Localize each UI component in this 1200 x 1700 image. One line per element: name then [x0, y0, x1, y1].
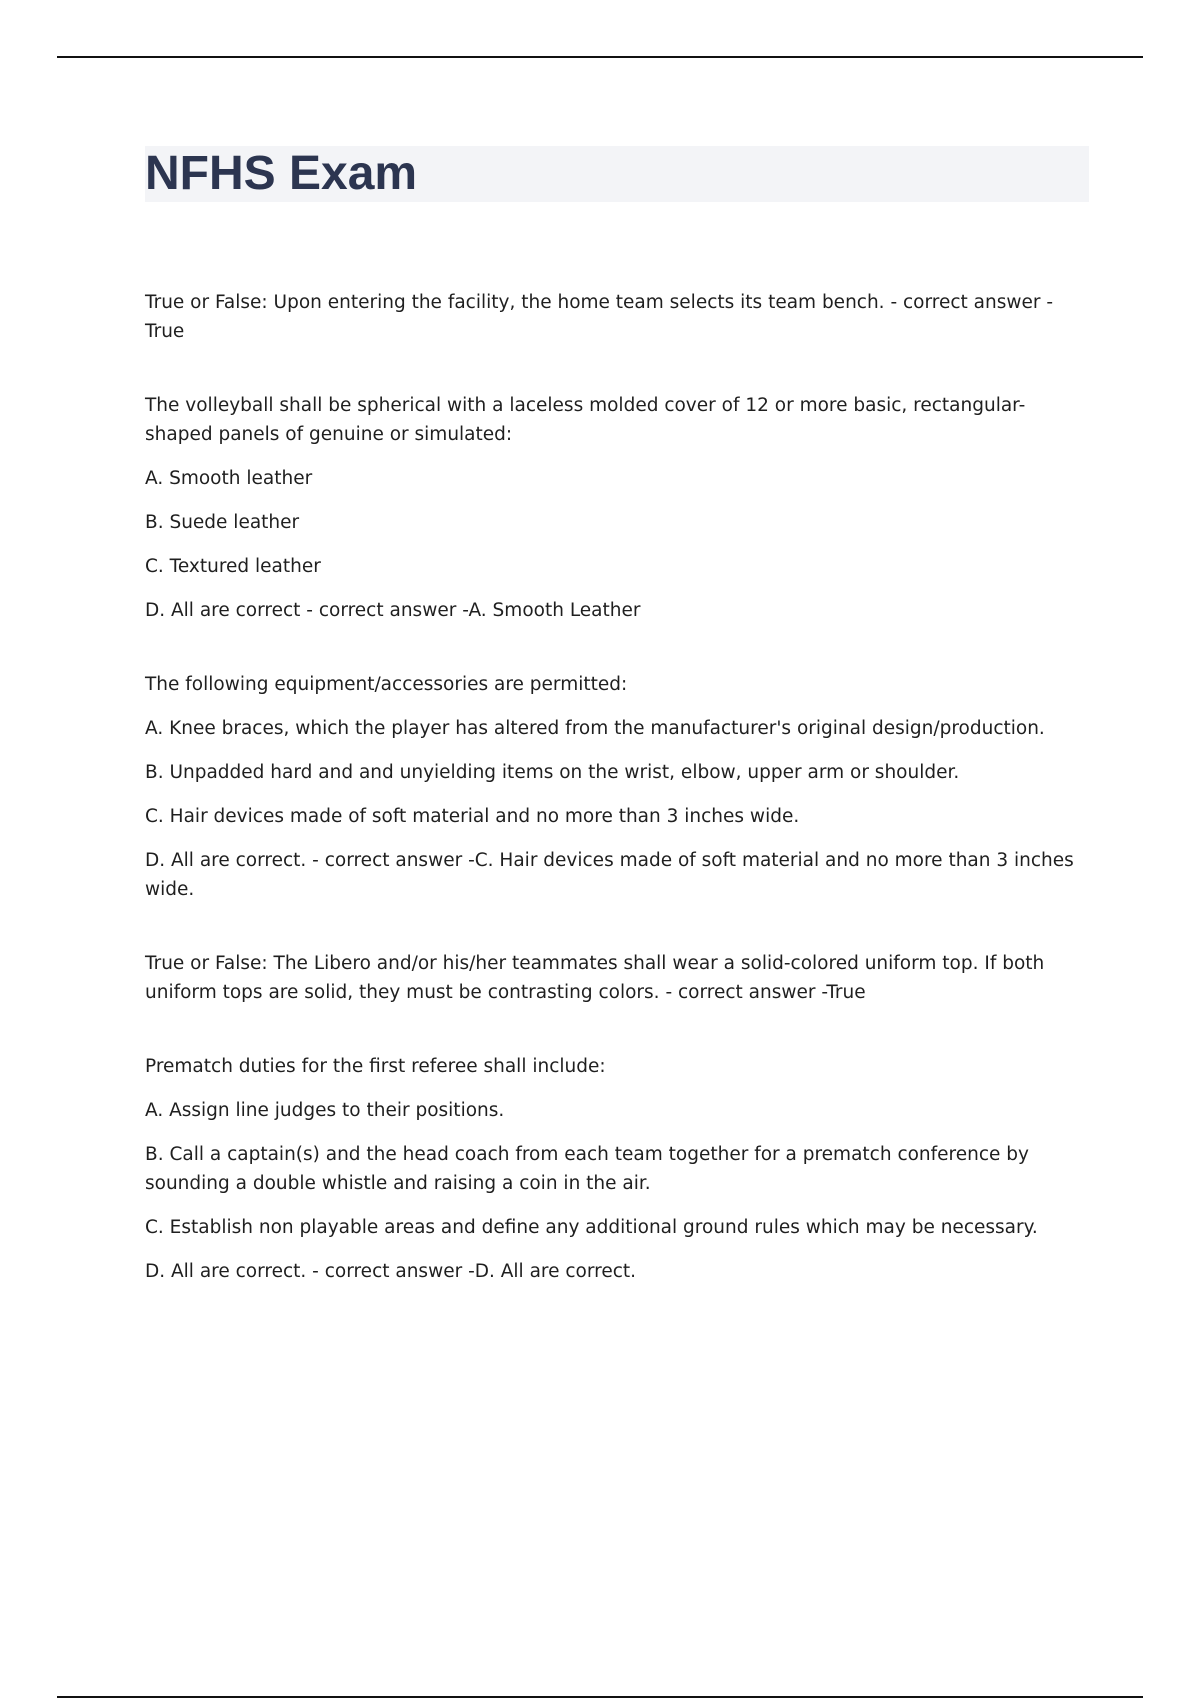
bottom-divider: [57, 1696, 1143, 1698]
answer-option: C. Textured leather: [145, 556, 321, 577]
answer-option: D. All are correct - correct answer -A. Smooth Leather: [145, 600, 641, 621]
question-text: True or False: Upon entering the facility, the home team selects its team bench. - correct answer -True: [145, 292, 1054, 342]
page-title: NFHS Exam: [145, 147, 418, 200]
document-body: [145, 288, 1090, 1331]
question-block: [145, 670, 1090, 904]
answer-option: B. Unpadded hard and and unyielding items on the wrist, elbow, upper arm or shoulder.: [145, 762, 960, 783]
question-block: [145, 1052, 1090, 1286]
answer-option: A. Smooth leather: [145, 468, 313, 489]
question-block: [145, 391, 1090, 625]
answer-option: D. All are correct. - correct answer -C. Hair devices made of soft material and no more than 3 inches wide.: [145, 850, 1074, 900]
answer-option: B. Call a captain(s) and the head coach from each team together for a prematch conference by sounding a double whistle and raising a coin in the air.: [145, 1144, 1029, 1194]
question-text: Prematch duties for the first referee shall include:: [145, 1056, 606, 1077]
answer-option: D. All are correct. - correct answer -D. All are correct.: [145, 1261, 637, 1282]
answer-option: B. Suede leather: [145, 512, 300, 533]
answer-option: A. Assign line judges to their positions.: [145, 1100, 505, 1121]
question-block: [145, 288, 1090, 346]
answer-option: C. Establish non playable areas and define any additional ground rules which may be necessary.: [145, 1217, 1038, 1238]
question-text: The following equipment/accessories are permitted:: [145, 674, 628, 695]
answer-option: C. Hair devices made of soft material and no more than 3 inches wide.: [145, 806, 800, 827]
question-text: True or False: The Libero and/or his/her teammates shall wear a solid-colored uniform top. If both uniform tops are solid, they must be contrasting colors. - correct answer -True: [145, 953, 1045, 1003]
answer-option: A. Knee braces, which the player has altered from the manufacturer's original design/production.: [145, 718, 1045, 739]
top-divider: [57, 56, 1143, 58]
question-text: The volleyball shall be spherical with a laceless molded cover of 12 or more basic, rectangular-shaped panels of genuine or simulated:: [145, 395, 1026, 445]
question-block: [145, 949, 1090, 1007]
